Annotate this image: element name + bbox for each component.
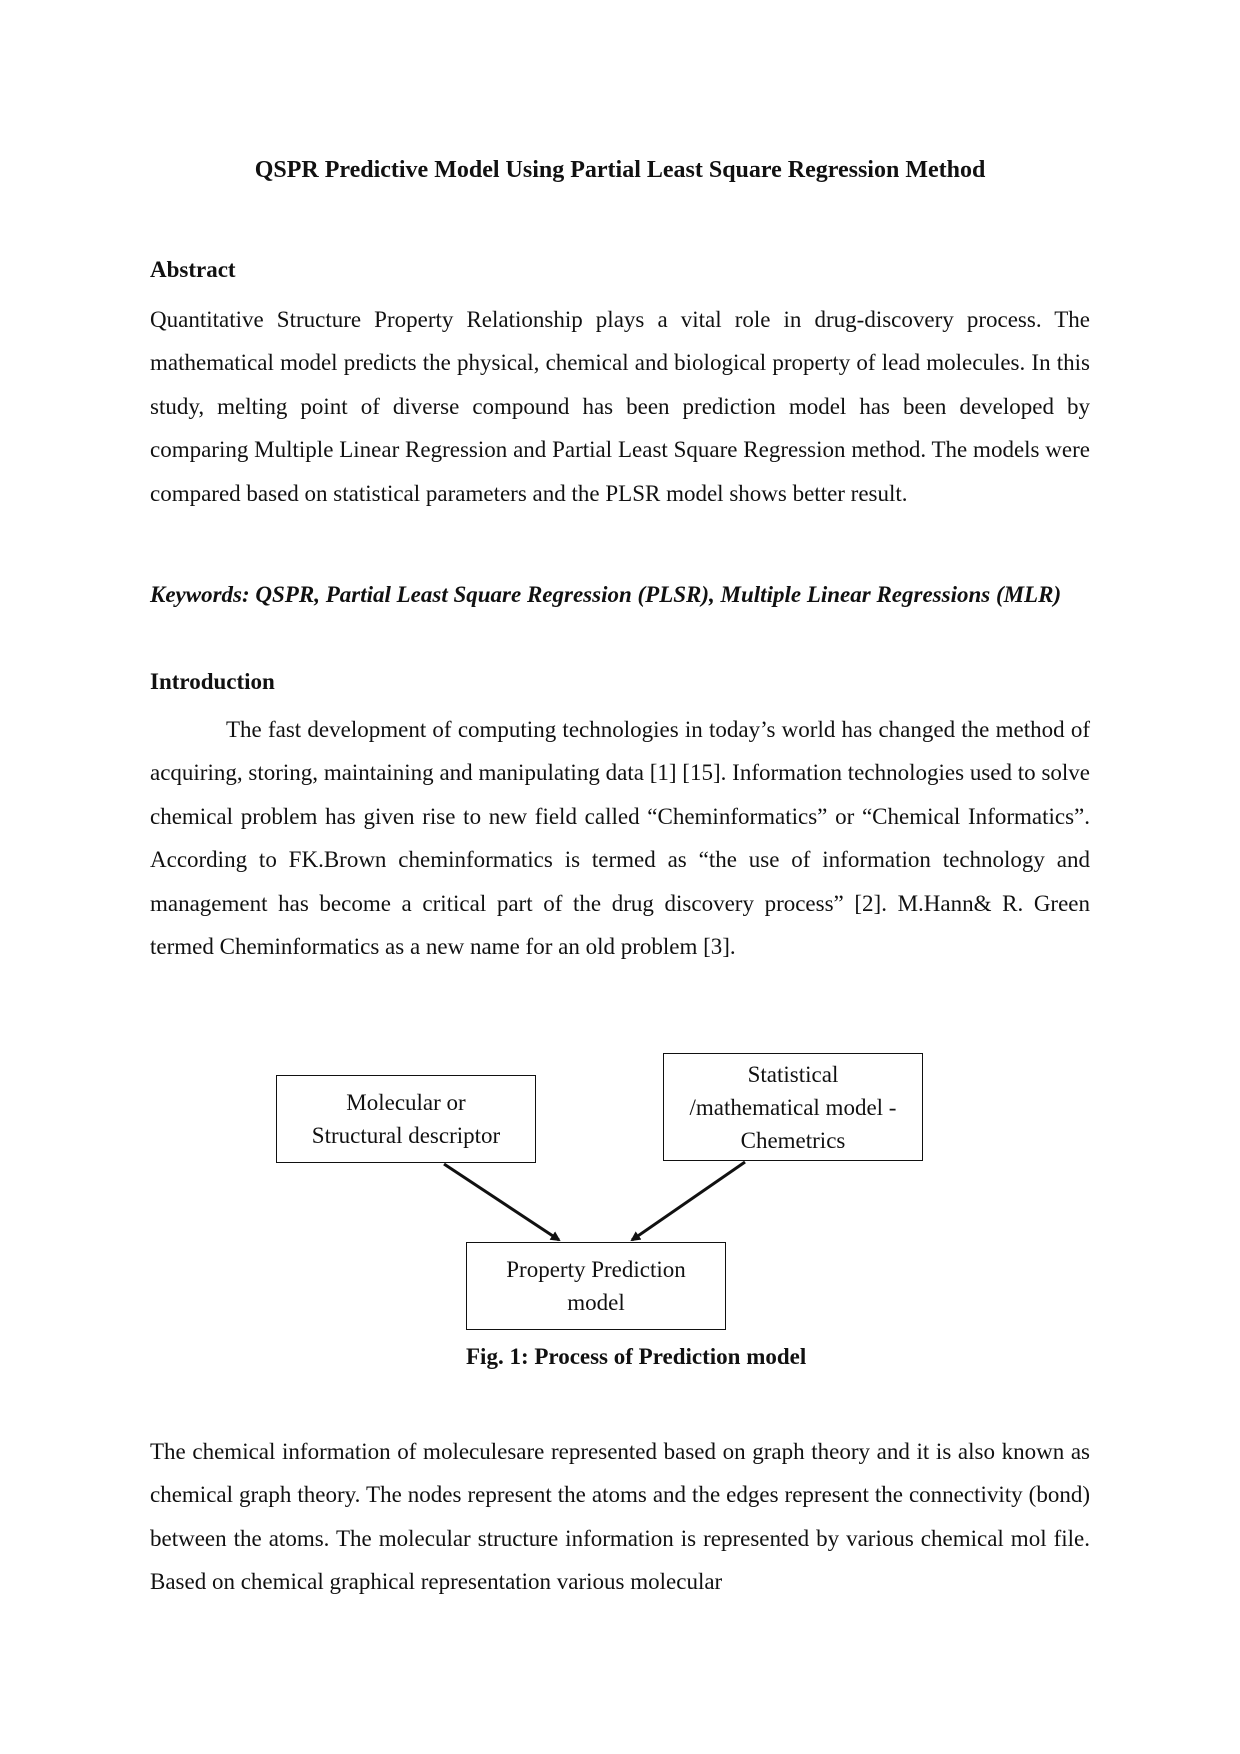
statistical-model-box-line-3: Chemetrics (740, 1127, 846, 1153)
abstract-text: Quantitative Structure Property Relationship plays a vital role in drug-discovery process. The mathematical model predicts the physical, chemical and biological property of lead molecules. In this study, melting point of diverse compound has been prediction model has been developed by comparing Multiple Linear Regression and Partial Least Square Regression method. The models were compared based on statistical parameters and the PLSR model shows better result. (150, 307, 1090, 506)
descriptor-box-line-1: Molecular or (346, 1090, 466, 1115)
introduction-paragraph-1: The fast development of computing technologies in today’s world has changed the method of acquiring, storing, maintaining and manipulating data [1] [15]. Information technologies used to solve chemical problem has given rise to new field called “Cheminformatics” or “Chemical Informatics”. According to FK.Brown cheminformatics is termed as “the use of information technology and management has become a critical part of the drug discovery process” [2]. M.Hann& R. Green termed Cheminformatics as a new name for an old problem [3]. (150, 717, 1090, 960)
descriptor-box (276, 1075, 536, 1163)
introduction-heading: Introduction (150, 669, 275, 694)
keywords: Keywords: QSPR, Partial Least Square Regression (PLSR), Multiple Linear Regressions (MLR) (150, 582, 1062, 607)
figure-caption: Fig. 1: Process of Prediction model (466, 1344, 807, 1369)
prediction-model-box-line-1: Property Prediction (506, 1257, 686, 1282)
prediction-model-box (466, 1242, 726, 1330)
abstract-heading: Abstract (150, 257, 236, 282)
paper-title: QSPR Predictive Model Using Partial Least Square Regression Method (254, 157, 986, 183)
arrow-model-to-prediction (632, 1162, 745, 1240)
introduction-paragraph-2: The chemical information of moleculesare represented based on graph theory and it is also known as chemical graph theory. The nodes represent the atoms and the edges represent the connectivity (bond) between the atoms. The molecular structure information is represented by various chemical mol file. Based on chemical graphical representation various molecular (150, 1439, 1090, 1595)
descriptor-box-line-2: Structural descriptor (311, 1123, 501, 1148)
statistical-model-box (663, 1053, 923, 1161)
statistical-model-box-line-2: /mathematical model - (689, 1094, 897, 1120)
statistical-model-box-line-1: Statistical (747, 1061, 839, 1087)
arrow-descriptor-to-prediction (444, 1164, 559, 1240)
prediction-model-box-line-2: model (567, 1290, 625, 1315)
